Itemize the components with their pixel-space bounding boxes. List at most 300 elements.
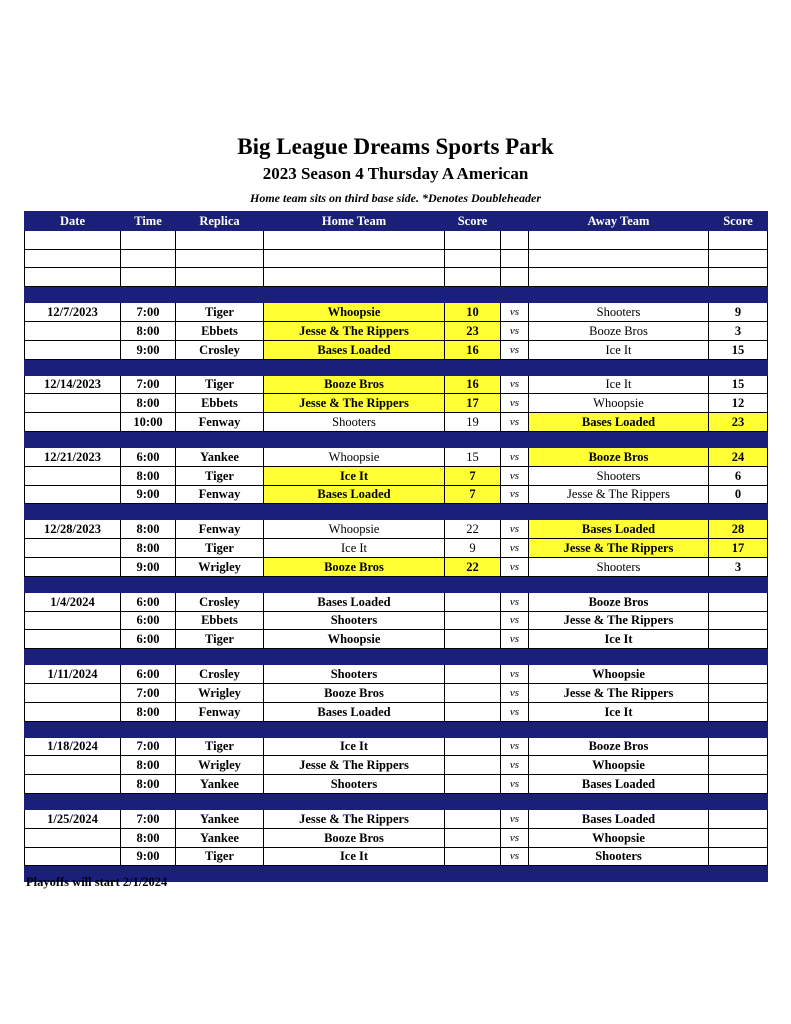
game-row (25, 466, 768, 485)
blank-cell (121, 268, 176, 287)
vs-label: vs (501, 702, 529, 721)
season-subtitle: 2023 Season 4 Thursday A American (262, 164, 529, 183)
home-score: 15 (445, 447, 501, 466)
separator-cell (264, 504, 445, 520)
away-score (709, 683, 768, 702)
game-date: 12/14/2023 (25, 375, 121, 394)
game-replica: Wrigley (176, 683, 264, 702)
home-team: Booze Bros (264, 828, 445, 847)
separator-cell (529, 866, 709, 882)
game-row (25, 485, 768, 504)
game-time: 6:00 (121, 665, 176, 684)
game-row (25, 756, 768, 775)
blank-cell (709, 249, 768, 268)
separator-cell (501, 287, 529, 303)
blank-cell (445, 249, 501, 268)
home-team: Booze Bros (264, 375, 445, 394)
game-replica: Yankee (176, 447, 264, 466)
separator-cell (709, 576, 768, 592)
home-score (445, 665, 501, 684)
blank-cell (709, 230, 768, 249)
game-row (25, 665, 768, 684)
away-team: Shooters (529, 466, 709, 485)
blank-cell (176, 268, 264, 287)
separator-cell (709, 866, 768, 882)
vs-label: vs (501, 737, 529, 756)
away-team: Bases Loaded (529, 775, 709, 794)
separator-cell (445, 359, 501, 375)
separator-cell (445, 866, 501, 882)
separator-cell (501, 504, 529, 520)
home-score: 10 (445, 303, 501, 322)
game-date-empty (25, 611, 121, 630)
separator-cell (176, 359, 264, 375)
game-replica: Ebbets (176, 394, 264, 413)
home-team: Jesse & The Rippers (264, 756, 445, 775)
separator-cell (25, 649, 121, 665)
separator-cell (25, 504, 121, 520)
home-score: 19 (445, 413, 501, 432)
col-away-score: Score (709, 212, 768, 231)
away-team: Bases Loaded (529, 413, 709, 432)
vs-label: vs (501, 447, 529, 466)
blank-cell (529, 268, 709, 287)
away-score: 3 (709, 557, 768, 576)
game-date-empty (25, 394, 121, 413)
game-time: 7:00 (121, 303, 176, 322)
away-team: Jesse & The Rippers (529, 485, 709, 504)
away-score: 9 (709, 303, 768, 322)
game-row (25, 737, 768, 756)
separator-cell (264, 793, 445, 809)
col-date: Date (25, 212, 121, 231)
game-row (25, 775, 768, 794)
game-replica: Wrigley (176, 557, 264, 576)
game-row (25, 630, 768, 649)
col-home-score: Score (445, 212, 501, 231)
blank-cell (501, 230, 529, 249)
blank-cell (264, 230, 445, 249)
away-team: Ice It (529, 375, 709, 394)
blank-row (25, 249, 768, 268)
away-score: 3 (709, 321, 768, 340)
game-row (25, 413, 768, 432)
game-replica: Crosley (176, 340, 264, 359)
away-score: 15 (709, 375, 768, 394)
game-replica: Crosley (176, 665, 264, 684)
away-team: Whoopsie (529, 394, 709, 413)
away-score (709, 665, 768, 684)
game-row (25, 340, 768, 359)
separator-cell (264, 287, 445, 303)
game-replica: Tiger (176, 466, 264, 485)
home-score (445, 683, 501, 702)
game-row (25, 557, 768, 576)
game-time: 8:00 (121, 394, 176, 413)
home-team: Jesse & The Rippers (264, 321, 445, 340)
blank-cell (445, 230, 501, 249)
game-row (25, 375, 768, 394)
separator-cell (501, 431, 529, 447)
col-time: Time (121, 212, 176, 231)
vs-label: vs (501, 321, 529, 340)
col-vs (501, 212, 529, 231)
game-time: 6:00 (121, 447, 176, 466)
home-team: Bases Loaded (264, 485, 445, 504)
game-replica: Yankee (176, 809, 264, 828)
separator-cell (709, 793, 768, 809)
blank-cell (25, 230, 121, 249)
vs-label: vs (501, 485, 529, 504)
game-date-empty (25, 321, 121, 340)
separator-cell (501, 576, 529, 592)
separator-cell (445, 431, 501, 447)
away-team: Jesse & The Rippers (529, 539, 709, 558)
separator-cell (176, 721, 264, 737)
game-replica: Tiger (176, 630, 264, 649)
away-score (709, 828, 768, 847)
week-separator (25, 793, 768, 809)
away-team: Ice It (529, 630, 709, 649)
separator-cell (121, 793, 176, 809)
game-date-empty (25, 847, 121, 866)
game-date: 12/21/2023 (25, 447, 121, 466)
home-team: Bases Loaded (264, 340, 445, 359)
vs-label: vs (501, 665, 529, 684)
game-row (25, 683, 768, 702)
home-team: Ice It (264, 737, 445, 756)
game-row (25, 394, 768, 413)
separator-cell (121, 287, 176, 303)
game-row (25, 847, 768, 866)
away-score (709, 611, 768, 630)
home-team: Booze Bros (264, 557, 445, 576)
game-time: 8:00 (121, 539, 176, 558)
game-replica: Wrigley (176, 756, 264, 775)
home-score (445, 630, 501, 649)
separator-cell (445, 576, 501, 592)
home-score: 16 (445, 375, 501, 394)
blank-row (25, 230, 768, 249)
game-time: 8:00 (121, 828, 176, 847)
vs-label: vs (501, 828, 529, 847)
game-time: 10:00 (121, 413, 176, 432)
separator-cell (176, 793, 264, 809)
game-time: 8:00 (121, 702, 176, 721)
away-team: Booze Bros (529, 447, 709, 466)
week-separator (25, 359, 768, 375)
away-score: 28 (709, 520, 768, 539)
away-score: 12 (709, 394, 768, 413)
blank-cell (25, 268, 121, 287)
away-score: 0 (709, 485, 768, 504)
game-row (25, 539, 768, 558)
home-score (445, 775, 501, 794)
separator-cell (121, 576, 176, 592)
game-time: 8:00 (121, 520, 176, 539)
away-score: 23 (709, 413, 768, 432)
game-row (25, 520, 768, 539)
week-separator (25, 576, 768, 592)
game-replica: Tiger (176, 539, 264, 558)
away-score (709, 775, 768, 794)
blank-cell (529, 249, 709, 268)
week-separator (25, 287, 768, 303)
game-replica: Yankee (176, 775, 264, 794)
separator-cell (501, 793, 529, 809)
away-team: Shooters (529, 557, 709, 576)
separator-cell (445, 793, 501, 809)
separator-cell (176, 504, 264, 520)
game-time: 7:00 (121, 809, 176, 828)
vs-label: vs (501, 611, 529, 630)
game-date: 1/4/2024 (25, 592, 121, 611)
blank-cell (176, 249, 264, 268)
separator-cell (121, 721, 176, 737)
vs-label: vs (501, 539, 529, 558)
vs-label: vs (501, 520, 529, 539)
home-team: Shooters (264, 611, 445, 630)
game-time: 9:00 (121, 340, 176, 359)
home-score (445, 847, 501, 866)
away-score (709, 847, 768, 866)
separator-cell (709, 287, 768, 303)
week-separator (25, 721, 768, 737)
blank-cell (176, 230, 264, 249)
home-team: Bases Loaded (264, 702, 445, 721)
home-score: 16 (445, 340, 501, 359)
separator-cell (445, 649, 501, 665)
game-replica: Tiger (176, 847, 264, 866)
game-time: 6:00 (121, 630, 176, 649)
game-date-empty (25, 702, 121, 721)
game-time: 9:00 (121, 847, 176, 866)
vs-label: vs (501, 340, 529, 359)
separator-cell (25, 721, 121, 737)
blank-cell (264, 268, 445, 287)
separator-cell (501, 866, 529, 882)
separator-cell (501, 721, 529, 737)
game-date-empty (25, 630, 121, 649)
vs-label: vs (501, 847, 529, 866)
separator-cell (709, 649, 768, 665)
away-team: Shooters (529, 303, 709, 322)
blank-cell (121, 249, 176, 268)
game-time: 7:00 (121, 375, 176, 394)
week-separator (25, 504, 768, 520)
blank-cell (25, 249, 121, 268)
game-replica: Tiger (176, 737, 264, 756)
separator-cell (264, 359, 445, 375)
away-team: Jesse & The Rippers (529, 683, 709, 702)
away-score (709, 756, 768, 775)
game-replica: Ebbets (176, 611, 264, 630)
blank-cell (264, 249, 445, 268)
vs-label: vs (501, 394, 529, 413)
vs-label: vs (501, 630, 529, 649)
home-team: Shooters (264, 665, 445, 684)
home-score: 7 (445, 466, 501, 485)
playoffs-note: Playoffs will start 2/1/2024 (26, 875, 168, 889)
separator-cell (121, 359, 176, 375)
away-score (709, 630, 768, 649)
separator-cell (25, 287, 121, 303)
separator-cell (25, 431, 121, 447)
vs-label: vs (501, 809, 529, 828)
home-team: Ice It (264, 466, 445, 485)
away-team: Booze Bros (529, 737, 709, 756)
home-team: Shooters (264, 413, 445, 432)
header-row (25, 212, 768, 231)
game-date-empty (25, 775, 121, 794)
away-team: Ice It (529, 340, 709, 359)
vs-label: vs (501, 756, 529, 775)
separator-cell (529, 287, 709, 303)
home-team: Whoopsie (264, 447, 445, 466)
home-score (445, 702, 501, 721)
game-row (25, 828, 768, 847)
vs-label: vs (501, 303, 529, 322)
separator-cell (25, 359, 121, 375)
game-row (25, 702, 768, 721)
away-team: Booze Bros (529, 592, 709, 611)
separator-cell (25, 793, 121, 809)
away-team: Shooters (529, 847, 709, 866)
game-row (25, 447, 768, 466)
home-team: Bases Loaded (264, 592, 445, 611)
home-score: 22 (445, 557, 501, 576)
separator-cell (264, 431, 445, 447)
separator-cell (176, 287, 264, 303)
schedule-body (25, 230, 768, 882)
away-score (709, 702, 768, 721)
home-score: 17 (445, 394, 501, 413)
home-team: Whoopsie (264, 630, 445, 649)
vs-label: vs (501, 466, 529, 485)
home-team: Ice It (264, 847, 445, 866)
game-time: 7:00 (121, 737, 176, 756)
vs-label: vs (501, 592, 529, 611)
game-replica: Ebbets (176, 321, 264, 340)
home-score: 22 (445, 520, 501, 539)
away-team: Bases Loaded (529, 809, 709, 828)
separator-cell (264, 649, 445, 665)
blank-row (25, 268, 768, 287)
away-score (709, 737, 768, 756)
blank-cell (121, 230, 176, 249)
game-date-empty (25, 485, 121, 504)
vs-label: vs (501, 775, 529, 794)
game-row (25, 592, 768, 611)
away-team: Jesse & The Rippers (529, 611, 709, 630)
home-score (445, 737, 501, 756)
game-time: 7:00 (121, 683, 176, 702)
game-time: 8:00 (121, 466, 176, 485)
game-replica: Yankee (176, 828, 264, 847)
separator-cell (529, 431, 709, 447)
separator-cell (264, 576, 445, 592)
away-team: Whoopsie (529, 665, 709, 684)
game-date-empty (25, 340, 121, 359)
game-date: 1/11/2024 (25, 665, 121, 684)
game-replica: Tiger (176, 303, 264, 322)
away-team: Booze Bros (529, 321, 709, 340)
game-replica: Tiger (176, 375, 264, 394)
away-score: 24 (709, 447, 768, 466)
col-replica: Replica (176, 212, 264, 231)
game-row (25, 809, 768, 828)
game-row (25, 303, 768, 322)
home-team: Ice It (264, 539, 445, 558)
vs-label: vs (501, 683, 529, 702)
home-team: Booze Bros (264, 683, 445, 702)
game-date-empty (25, 756, 121, 775)
game-date-empty (25, 539, 121, 558)
away-score: 17 (709, 539, 768, 558)
blank-cell (501, 268, 529, 287)
game-time: 6:00 (121, 611, 176, 630)
game-time: 8:00 (121, 321, 176, 340)
game-date-empty (25, 557, 121, 576)
col-away-team: Away Team (529, 212, 709, 231)
game-date-empty (25, 466, 121, 485)
blank-cell (709, 268, 768, 287)
home-team: Shooters (264, 775, 445, 794)
game-date-empty (25, 413, 121, 432)
home-team: Jesse & The Rippers (264, 394, 445, 413)
week-separator (25, 649, 768, 665)
blank-cell (445, 268, 501, 287)
away-score (709, 592, 768, 611)
away-team: Bases Loaded (529, 520, 709, 539)
home-score: 23 (445, 321, 501, 340)
home-score (445, 611, 501, 630)
home-score (445, 592, 501, 611)
separator-cell (529, 793, 709, 809)
home-score: 9 (445, 539, 501, 558)
game-replica: Fenway (176, 520, 264, 539)
separator-cell (176, 431, 264, 447)
home-team: Whoopsie (264, 520, 445, 539)
separator-cell (25, 576, 121, 592)
game-time: 6:00 (121, 592, 176, 611)
game-date: 1/18/2024 (25, 737, 121, 756)
col-home-team: Home Team (264, 212, 445, 231)
game-replica: Fenway (176, 413, 264, 432)
game-date: 12/7/2023 (25, 303, 121, 322)
game-replica: Fenway (176, 485, 264, 504)
away-score: 15 (709, 340, 768, 359)
game-time: 8:00 (121, 775, 176, 794)
game-time: 8:00 (121, 756, 176, 775)
game-date: 1/25/2024 (25, 809, 121, 828)
schedule-note: Home team sits on third base side. *Denotes Doubleheader (250, 191, 541, 205)
away-team: Whoopsie (529, 756, 709, 775)
game-date: 12/28/2023 (25, 520, 121, 539)
separator-cell (529, 576, 709, 592)
home-score (445, 756, 501, 775)
separator-cell (121, 649, 176, 665)
home-team: Jesse & The Rippers (264, 809, 445, 828)
away-score (709, 809, 768, 828)
separator-cell (176, 576, 264, 592)
separator-cell (445, 721, 501, 737)
separator-cell (176, 649, 264, 665)
game-time: 9:00 (121, 557, 176, 576)
separator-cell (529, 649, 709, 665)
separator-cell (501, 359, 529, 375)
blank-cell (529, 230, 709, 249)
